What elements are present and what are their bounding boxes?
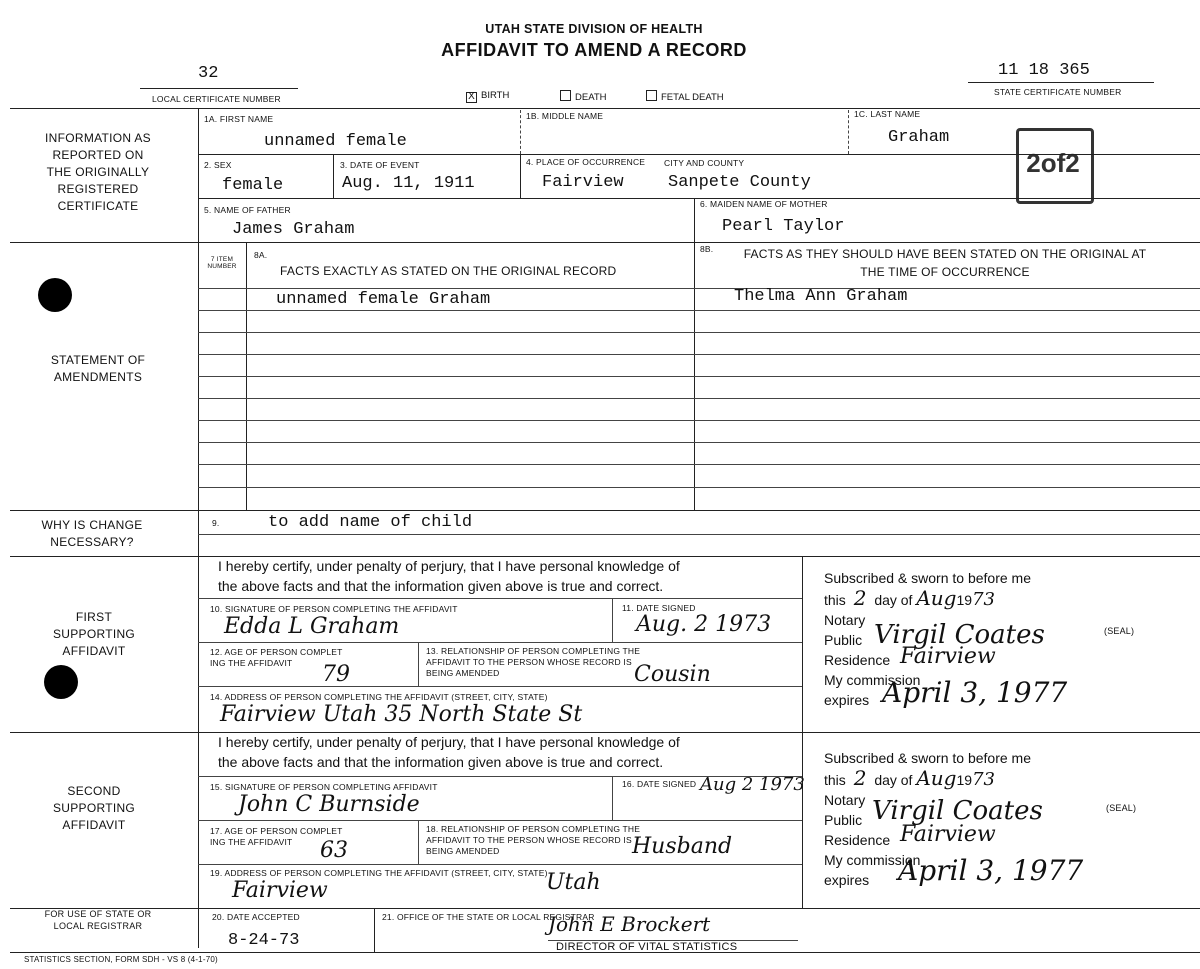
affidavit1-rel-label-2: AFFIDAVIT TO THE PERSON WHOSE RECORD IS [426, 657, 632, 667]
affidavit1-signature-label: 10. SIGNATURE OF PERSON COMPLETING THE AFFIDAVIT [210, 604, 458, 614]
notary1-expires-label: expires [824, 692, 870, 708]
affidavit2-address: Fairview [232, 878, 328, 903]
place-label: 4. PLACE OF OCCURRENCE [526, 157, 646, 167]
affidavit2-certify-line1: I hereby certify, under penalty of perjury, that I have personal knowledge of [218, 734, 680, 750]
notary2-residence: Fairview [900, 822, 996, 847]
affidavit2-rel-label-1: 18. RELATIONSHIP OF PERSON COMPLETING THE [426, 824, 641, 834]
date-event-label: 3. DATE OF EVENT [340, 160, 420, 170]
section-original-label: INFORMATION AS REPORTED ON THE ORIGINALLY REGISTERED CERTIFICATE [45, 131, 151, 213]
last-name-value: Graham [888, 128, 950, 147]
notary1-residence-label: Residence [824, 652, 891, 668]
item-number-label: 7 ITEM NUMBER [207, 256, 237, 270]
col-8a-number: 8A. [254, 250, 268, 260]
place-sublabel: CITY AND COUNTY [664, 158, 745, 168]
affidavit1-address-label: 14. ADDRESS OF PERSON COMPLETING THE AFFIDAVIT (STREET, CITY, STATE) [210, 692, 548, 702]
notary1-name: Virgil Coates [874, 620, 1045, 650]
birth-checkbox[interactable]: X [466, 92, 477, 103]
notary2-commission-label: My commission [824, 852, 921, 868]
middle-name-label: 1B. MIDDLE NAME [526, 111, 604, 121]
notary2-day: 2 [853, 766, 867, 790]
death-label: DEATH [575, 92, 607, 103]
affidavit1-signature: Edda L Graham [224, 614, 400, 639]
fetal-death-label: FETAL DEATH [661, 92, 724, 103]
affidavit1-certify-line2: the above facts and that the information given above is true and correct. [218, 578, 664, 594]
affidavit1-address: Fairview Utah 35 North State St [220, 702, 583, 727]
page-stamp-text: 2of2 [1026, 148, 1080, 178]
mother-value: Pearl Taylor [722, 217, 845, 236]
notary1-day: 2 [853, 586, 867, 610]
local-cert-number: 32 [198, 64, 219, 83]
affidavit2-age: 63 [320, 838, 348, 863]
notary2-year: 73 [972, 769, 995, 790]
date-event-value: Aug. 11, 1911 [342, 174, 475, 193]
record-type-death[interactable] [560, 90, 607, 103]
col-8b-number: 8B. [700, 244, 714, 254]
registrar-title: DIRECTOR OF VITAL STATISTICS [556, 941, 738, 953]
col-8b-header: FACTS AS THEY SHOULD HAVE BEEN STATED ON THE ORIGINAL AT THE TIME OF OCCURRENCE [743, 247, 1147, 279]
record-type-fetal-death[interactable] [646, 90, 724, 103]
affidavit2-date-label: 16. DATE SIGNED [622, 779, 697, 789]
mother-label: 6. MAIDEN NAME OF MOTHER [700, 199, 828, 209]
affidavit2-certify-line2: the above facts and that the information given above is true and correct. [218, 754, 664, 770]
why-label: 9. [212, 518, 220, 528]
amendment-corrected-value: Thelma Ann Graham [734, 287, 908, 306]
father-value: James Graham [232, 220, 355, 239]
notary1-month: Aug [916, 586, 957, 610]
death-checkbox[interactable] [560, 90, 571, 101]
notary1-date-line: this 2 day of Aug1973 [824, 586, 995, 610]
birth-label: BIRTH [481, 90, 510, 101]
affidavit1-certify-line1: I hereby certify, under penalty of perjury, that I have personal knowledge of [218, 558, 680, 574]
affidavit1-age-label-1: 12. AGE OF PERSON COMPLET [210, 647, 343, 657]
notary1-sworn-line: Subscribed & sworn to before me [824, 570, 1031, 586]
why-value: to add name of child [268, 513, 473, 532]
affidavit2-age-label-2: ING THE AFFIDAVIT [210, 837, 293, 847]
affidavit2-address-state: Utah [546, 870, 601, 895]
affidavit2-rel-label-3: BEING AMENDED [426, 846, 500, 856]
notary2-month: Aug [916, 766, 957, 790]
affidavit2-address-label: 19. ADDRESS OF PERSON COMPLETING THE AFFIDAVIT (STREET, CITY, STATE) [210, 868, 548, 878]
state-cert-number: 11 18 365 [998, 61, 1090, 80]
section-why-label: WHY IS CHANGE NECESSARY? [41, 518, 143, 549]
local-cert-label: LOCAL CERTIFICATE NUMBER [152, 94, 281, 104]
state-cert-label: STATE CERTIFICATE NUMBER [994, 87, 1122, 97]
affidavit1-rel-label-1: 13. RELATIONSHIP OF PERSON COMPLETING THE [426, 646, 641, 656]
notary1-expires: April 3, 1977 [882, 676, 1068, 709]
notary2-name: Virgil Coates [872, 796, 1043, 826]
form-footer: STATISTICS SECTION, FORM SDH - VS 8 (4-1-70) [24, 955, 218, 964]
affidavit2-relationship: Husband [632, 834, 733, 859]
fetal-death-checkbox[interactable] [646, 90, 657, 101]
notary1-commission-label: My commission [824, 672, 921, 688]
notary2-sworn-line: Subscribed & sworn to before me [824, 750, 1031, 766]
notary2-seal: (SEAL) [1106, 803, 1137, 813]
binder-hole-top [38, 278, 72, 312]
record-type-birth[interactable] [466, 90, 509, 103]
affidavit2-rel-label-2: AFFIDAVIT TO THE PERSON WHOSE RECORD IS [426, 835, 632, 845]
notary2-public-label: Public [824, 812, 863, 828]
first-name-label: 1A. FIRST NAME [204, 114, 274, 124]
notary1-residence: Fairview [900, 644, 996, 669]
affidavit1-age: 79 [322, 662, 350, 687]
col-8a-header: FACTS EXACTLY AS STATED ON THE ORIGINAL RECORD [280, 264, 617, 278]
father-label: 5. NAME OF FATHER [204, 205, 291, 215]
form-title: AFFIDAVIT TO AMEND A RECORD [441, 40, 747, 60]
sex-value: female [222, 176, 284, 195]
affidavit2-signature: John C Burnside [238, 792, 420, 817]
affidavit1-relationship: Cousin [634, 662, 711, 687]
section-registrar-label: FOR USE OF STATE OR LOCAL REGISTRAR [44, 909, 152, 931]
section-amendments-label: STATEMENT OF AMENDMENTS [50, 353, 146, 384]
affidavit2-signature-label: 15. SIGNATURE OF PERSON COMPLETING AFFIDAVIT [210, 782, 438, 792]
place-city-value: Fairview [542, 173, 624, 192]
place-county-value: Sanpete County [668, 173, 811, 192]
affidavit1-rel-label-3: BEING AMENDED [426, 668, 500, 678]
notary2-expires: April 3, 1977 [898, 854, 1084, 887]
amendment-original-value: unnamed female Graham [276, 290, 491, 309]
notary2-expires-label: expires [824, 872, 870, 888]
sex-label: 2. SEX [204, 160, 232, 170]
date-accepted-value: 8-24-73 [228, 931, 300, 950]
registrar-signature: John E Brockert [548, 912, 711, 936]
first-name-value: unnamed female [264, 132, 407, 151]
notary1-public-label: Public [824, 632, 863, 648]
notary2-notary-label: Notary [824, 792, 866, 808]
notary1-seal: (SEAL) [1104, 626, 1135, 636]
section-first-affidavit-label: FIRST SUPPORTING AFFIDAVIT [52, 610, 136, 658]
notary1-notary-label: Notary [824, 612, 866, 628]
affidavit1-date: Aug. 2 1973 [636, 612, 772, 637]
section-second-affidavit-label: SECOND SUPPORTING AFFIDAVIT [52, 784, 136, 832]
date-accepted-label: 20. DATE ACCEPTED [212, 912, 300, 922]
agency-name: UTAH STATE DIVISION OF HEALTH [485, 22, 703, 36]
binder-hole-bottom [44, 665, 78, 699]
affidavit2-age-label-1: 17. AGE OF PERSON COMPLET [210, 826, 343, 836]
last-name-label: 1C. LAST NAME [854, 109, 921, 119]
affidavit1-age-label-2: ING THE AFFIDAVIT [210, 658, 293, 668]
registrar-office-label: 21. OFFICE OF THE STATE OR LOCAL REGISTRAR [382, 912, 595, 922]
notary2-residence-label: Residence [824, 832, 891, 848]
affidavit2-date: Aug 2 1973 [700, 774, 805, 795]
notary2-date-line: this 2 day of Aug1973 [824, 766, 995, 790]
affidavit1-date-label: 11. DATE SIGNED [622, 603, 696, 613]
notary1-year: 73 [972, 589, 995, 610]
